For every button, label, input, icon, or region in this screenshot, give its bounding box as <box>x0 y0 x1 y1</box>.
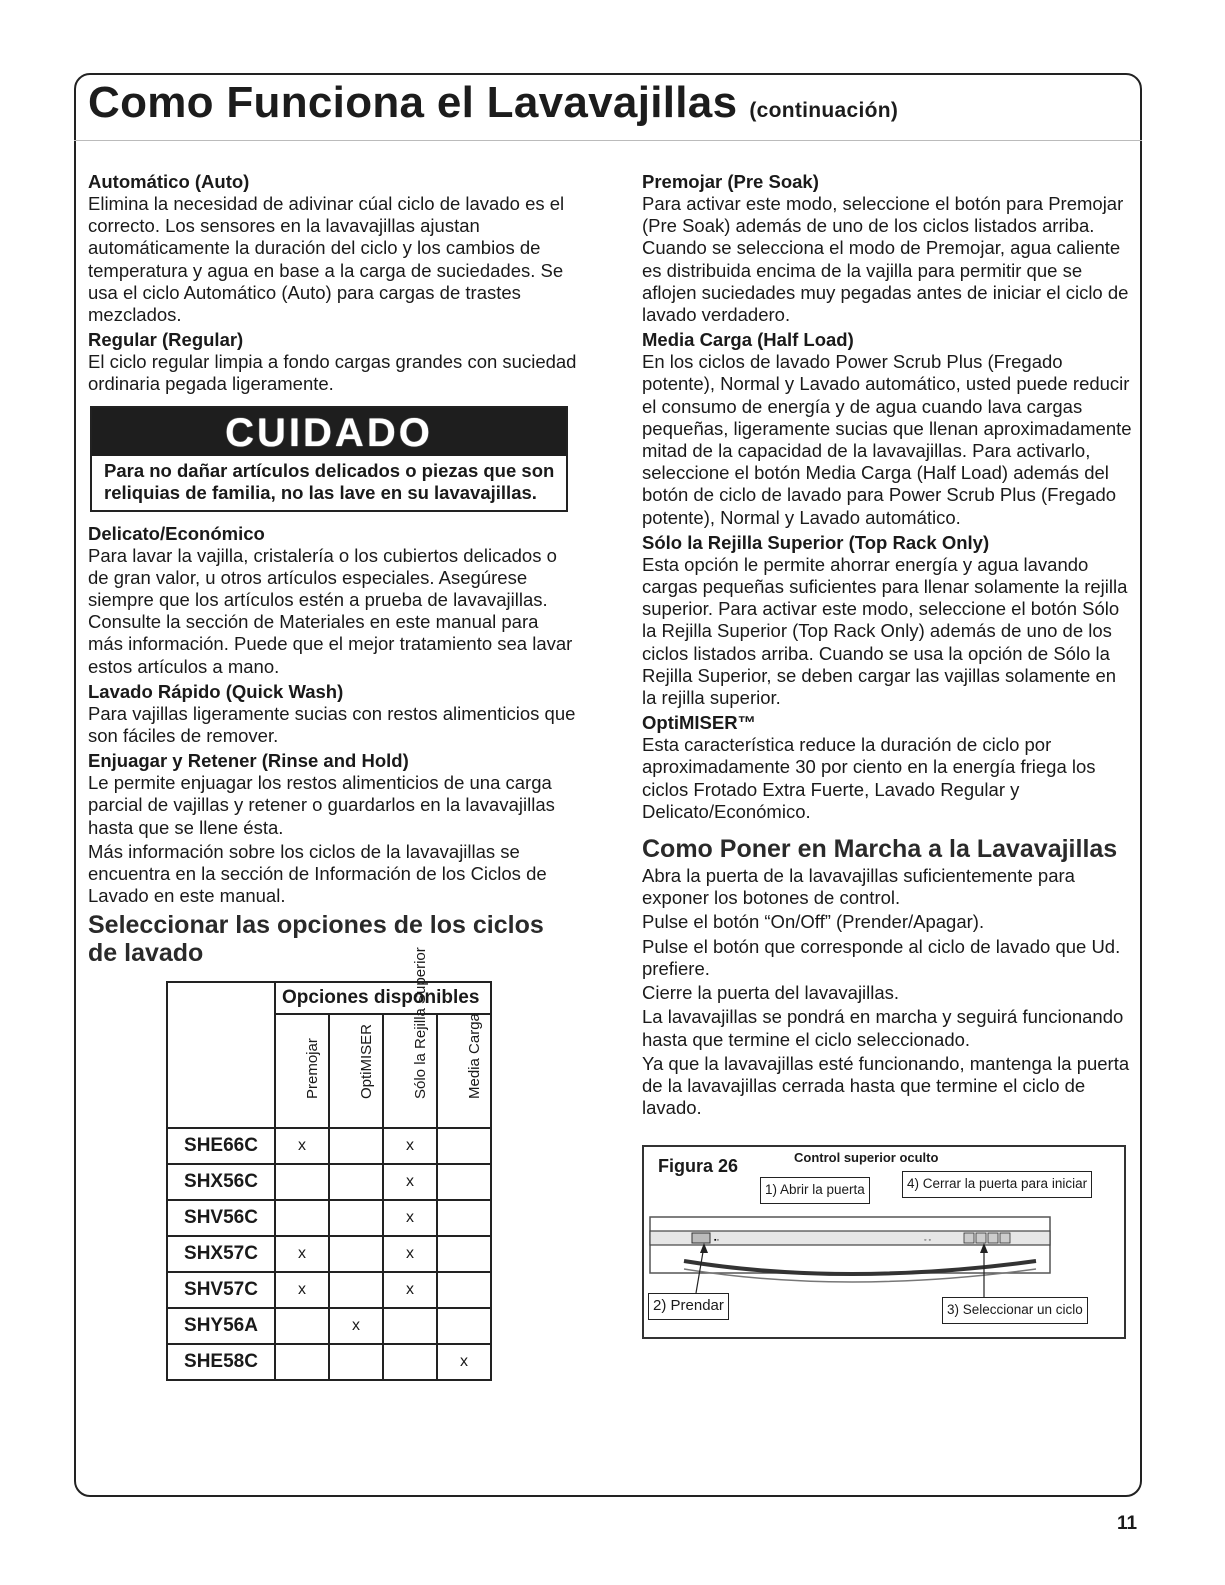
delicate-text: Para lavar la vajilla, cristalería o los cubiertos delicados o de gran valor, u otros artículos especiales. Asegúrese siempre que los artículos estén a prueba de lavavajillas. Consulte la sección de Materiales en este manual para más información. Puede que el mejor tratamiento sea lavar estos artículos a mano. <box>88 544 573 677</box>
option-cell <box>275 1308 329 1344</box>
auto-heading: Automático (Auto) <box>88 171 250 192</box>
figure-label: Figura 26 <box>658 1156 739 1177</box>
model-cell: SHV57C <box>167 1272 275 1308</box>
figure-caption: Control superior oculto <box>794 1150 939 1166</box>
top-rack-heading: Sólo la Rejilla Superior (Top Rack Only) <box>642 531 990 553</box>
model-cell: SHY56A <box>167 1308 275 1344</box>
table-row <box>167 1164 491 1200</box>
option-cell <box>275 1164 329 1200</box>
start-step: Pulse el botón que corresponde al ciclo de lavado que Ud. prefiere. <box>642 935 1121 979</box>
start-step: Abra la puerta de la lavavajillas suficientemente para exponer los botones de control. <box>642 865 1075 909</box>
model-cell: SHE66C <box>167 1128 275 1164</box>
auto-text: Elimina la necesidad de adivinar cúal ciclo de lavado es el correcto. Los sensores en la lavavajillas ajustan automáticamente la duración del ciclo y los cambios de temperatura y agua en base a la carga de suciedades. Se usa el ciclo Automático (Auto) para cargas de trastes mezclados. <box>88 193 565 326</box>
table-corner <box>167 982 275 1128</box>
more-info-text: Más información sobre los ciclos de la lavavajillas se encuentra en la sección de Información de los Ciclos de Lavado en este manual. <box>88 840 547 907</box>
option-cell <box>275 1200 329 1236</box>
start-step: Pulse el botón “On/Off” (Prender/Apagar). <box>642 911 985 933</box>
delicate-heading: Delicato/Económico <box>88 522 265 544</box>
option-cell: x <box>275 1128 329 1164</box>
callout-close-door: 4) Cerrar la puerta para iniciar <box>902 1171 1092 1197</box>
presoak-heading: Premojar (Pre Soak) <box>642 171 819 192</box>
callout-open-door: 1) Abrir la puerta <box>760 1177 870 1203</box>
option-cell: x <box>275 1272 329 1308</box>
column-header: OptiMISER <box>329 1014 383 1128</box>
page-number: 11 <box>1117 1513 1138 1534</box>
start-step: La lavavajillas se pondrá en marcha y seguirá funcionando hasta que termine el ciclo seleccionado. <box>642 1006 1124 1050</box>
option-cell <box>437 1164 491 1200</box>
table-row <box>167 1200 491 1236</box>
table-row <box>167 1236 491 1272</box>
callout-select-cycle: 3) Seleccionar un ciclo <box>942 1297 1088 1323</box>
options-table <box>166 947 492 1381</box>
column-header: Sólo la Rejilla Superior <box>383 1014 437 1128</box>
start-step: Ya que la lavavajillas esté funcionando, mantenga la puerta de la lavavajillas cerrada hasta que termine el ciclo de lavado. <box>642 1052 1130 1119</box>
option-cell <box>383 1308 437 1344</box>
regular-text: El ciclo regular limpia a fondo cargas grandes con suciedad ordinaria pegada ligeramente. <box>88 351 577 395</box>
option-cell: x <box>383 1200 437 1236</box>
optimiser-heading: OptiMISER™ <box>642 712 757 734</box>
option-cell <box>437 1272 491 1308</box>
option-cell <box>329 1200 383 1236</box>
right-column <box>642 170 1132 1339</box>
caution-box <box>90 406 568 512</box>
option-cell <box>329 1164 383 1200</box>
table-row <box>167 1308 491 1344</box>
table-row <box>167 1344 491 1380</box>
option-cell <box>329 1236 383 1272</box>
column-header: Premojar <box>275 1014 329 1128</box>
option-cell: x <box>383 1164 437 1200</box>
caution-text: Para no dañar artículos delicados o piezas que son reliquias de familia, no las lave en su lavavajillas. <box>104 459 555 503</box>
half-load-heading: Media Carga (Half Load) <box>642 329 854 351</box>
svg-text:▪◦: ▪◦ <box>714 1237 719 1245</box>
option-cell <box>275 1344 329 1380</box>
optimiser-text: Esta característica reduce la duración de ciclo por aproximadamente 30 por ciento en la energía friega los ciclos Frotado Extra Fuerte, Lavado Regular y Delicato/Económico. <box>642 734 1096 822</box>
model-cell: SHV56C <box>167 1200 275 1236</box>
table-row <box>167 1128 491 1164</box>
option-cell: x <box>275 1236 329 1272</box>
callout-power-on: 2) Prendar <box>648 1293 729 1319</box>
start-heading: Como Poner en Marcha a la Lavavajillas <box>642 835 1118 864</box>
option-cell: x <box>383 1128 437 1164</box>
title-divider <box>74 140 1142 141</box>
presoak-text: Para activar este modo, seleccione el botón para Premojar (Pre Soak) además de uno de los ciclos listados arriba. Cuando se selecciona el modo de Premojar, agua caliente es distribuida encima de la vajilla para permitir que se aflojen suciedades muy pegadas antes de iniciar el ciclo de lavado verdadero. <box>642 193 1129 326</box>
quick-text: Para vajillas ligeramente sucias con restos alimenticios que son fáciles de remover. <box>88 702 576 747</box>
option-cell <box>437 1200 491 1236</box>
model-cell: SHE58C <box>167 1344 275 1380</box>
option-cell <box>437 1236 491 1272</box>
caution-title: CUIDADO <box>92 408 566 456</box>
option-cell <box>329 1272 383 1308</box>
option-cell <box>437 1128 491 1164</box>
option-cell <box>383 1344 437 1380</box>
column-header: Media Carga <box>437 1014 491 1128</box>
rinse-heading: Enjuagar y Retener (Rinse and Hold) <box>88 750 409 772</box>
option-cell: x <box>383 1236 437 1272</box>
svg-text:◦ ◦: ◦ ◦ <box>924 1237 931 1245</box>
page-subtitle: (continuación) <box>749 99 899 122</box>
options-heading: Seleccionar las opciones de los ciclos de lavado <box>88 911 544 968</box>
option-cell <box>329 1128 383 1164</box>
figure-26 <box>642 1145 1126 1339</box>
option-cell: x <box>383 1272 437 1308</box>
table-row <box>167 1272 491 1308</box>
quick-heading: Lavado Rápido (Quick Wash) <box>88 680 344 702</box>
top-rack-text: Esta opción le permite ahorrar energía y agua lavando cargas pequeñas suficientes para llenar solamente la rejilla superior. Para activar este modo, seleccione el botón Sólo la Rejilla Superior (Top Rack Only) además de uno de los ciclos listados arriba. Cuando se usa la opción de Sólo la Rejilla Superior, se deben cargar las vajillas solamente en la rejilla superior. <box>642 553 1128 709</box>
model-cell: SHX57C <box>167 1236 275 1272</box>
start-step: Cierre la puerta del lavavajillas. <box>642 982 900 1004</box>
page-title: Como Funciona el Lavavajillas (continuación) <box>88 78 899 127</box>
option-cell <box>329 1344 383 1380</box>
option-cell <box>437 1308 491 1344</box>
regular-heading: Regular (Regular) <box>88 329 244 351</box>
options-group-header: Opciones disponibles <box>275 982 491 1014</box>
rinse-text: Le permite enjuagar los restos alimenticios de una carga parcial de vajillas y retener o guardarlos en la lavavajillas hasta que se llene ésta. <box>88 772 555 838</box>
option-cell: x <box>329 1308 383 1344</box>
half-load-text: En los ciclos de lavado Power Scrub Plus (Fregado potente), Normal y Lavado automático, usted puede reducir el consumo de energía y de agua cuando lava cargas pequeñas, ligeramente sucias que llenan aproximadamente mitad de la capacidad de la lavavajillas. Para activarlo, seleccione el botón Media Carga (Half Load) además del botón de ciclo de lavado para Power Scrub Plus (Fregado potente), Normal y Lavado automático. <box>642 351 1132 528</box>
model-cell: SHX56C <box>167 1164 275 1200</box>
left-column <box>88 170 578 1381</box>
option-cell: x <box>437 1344 491 1380</box>
